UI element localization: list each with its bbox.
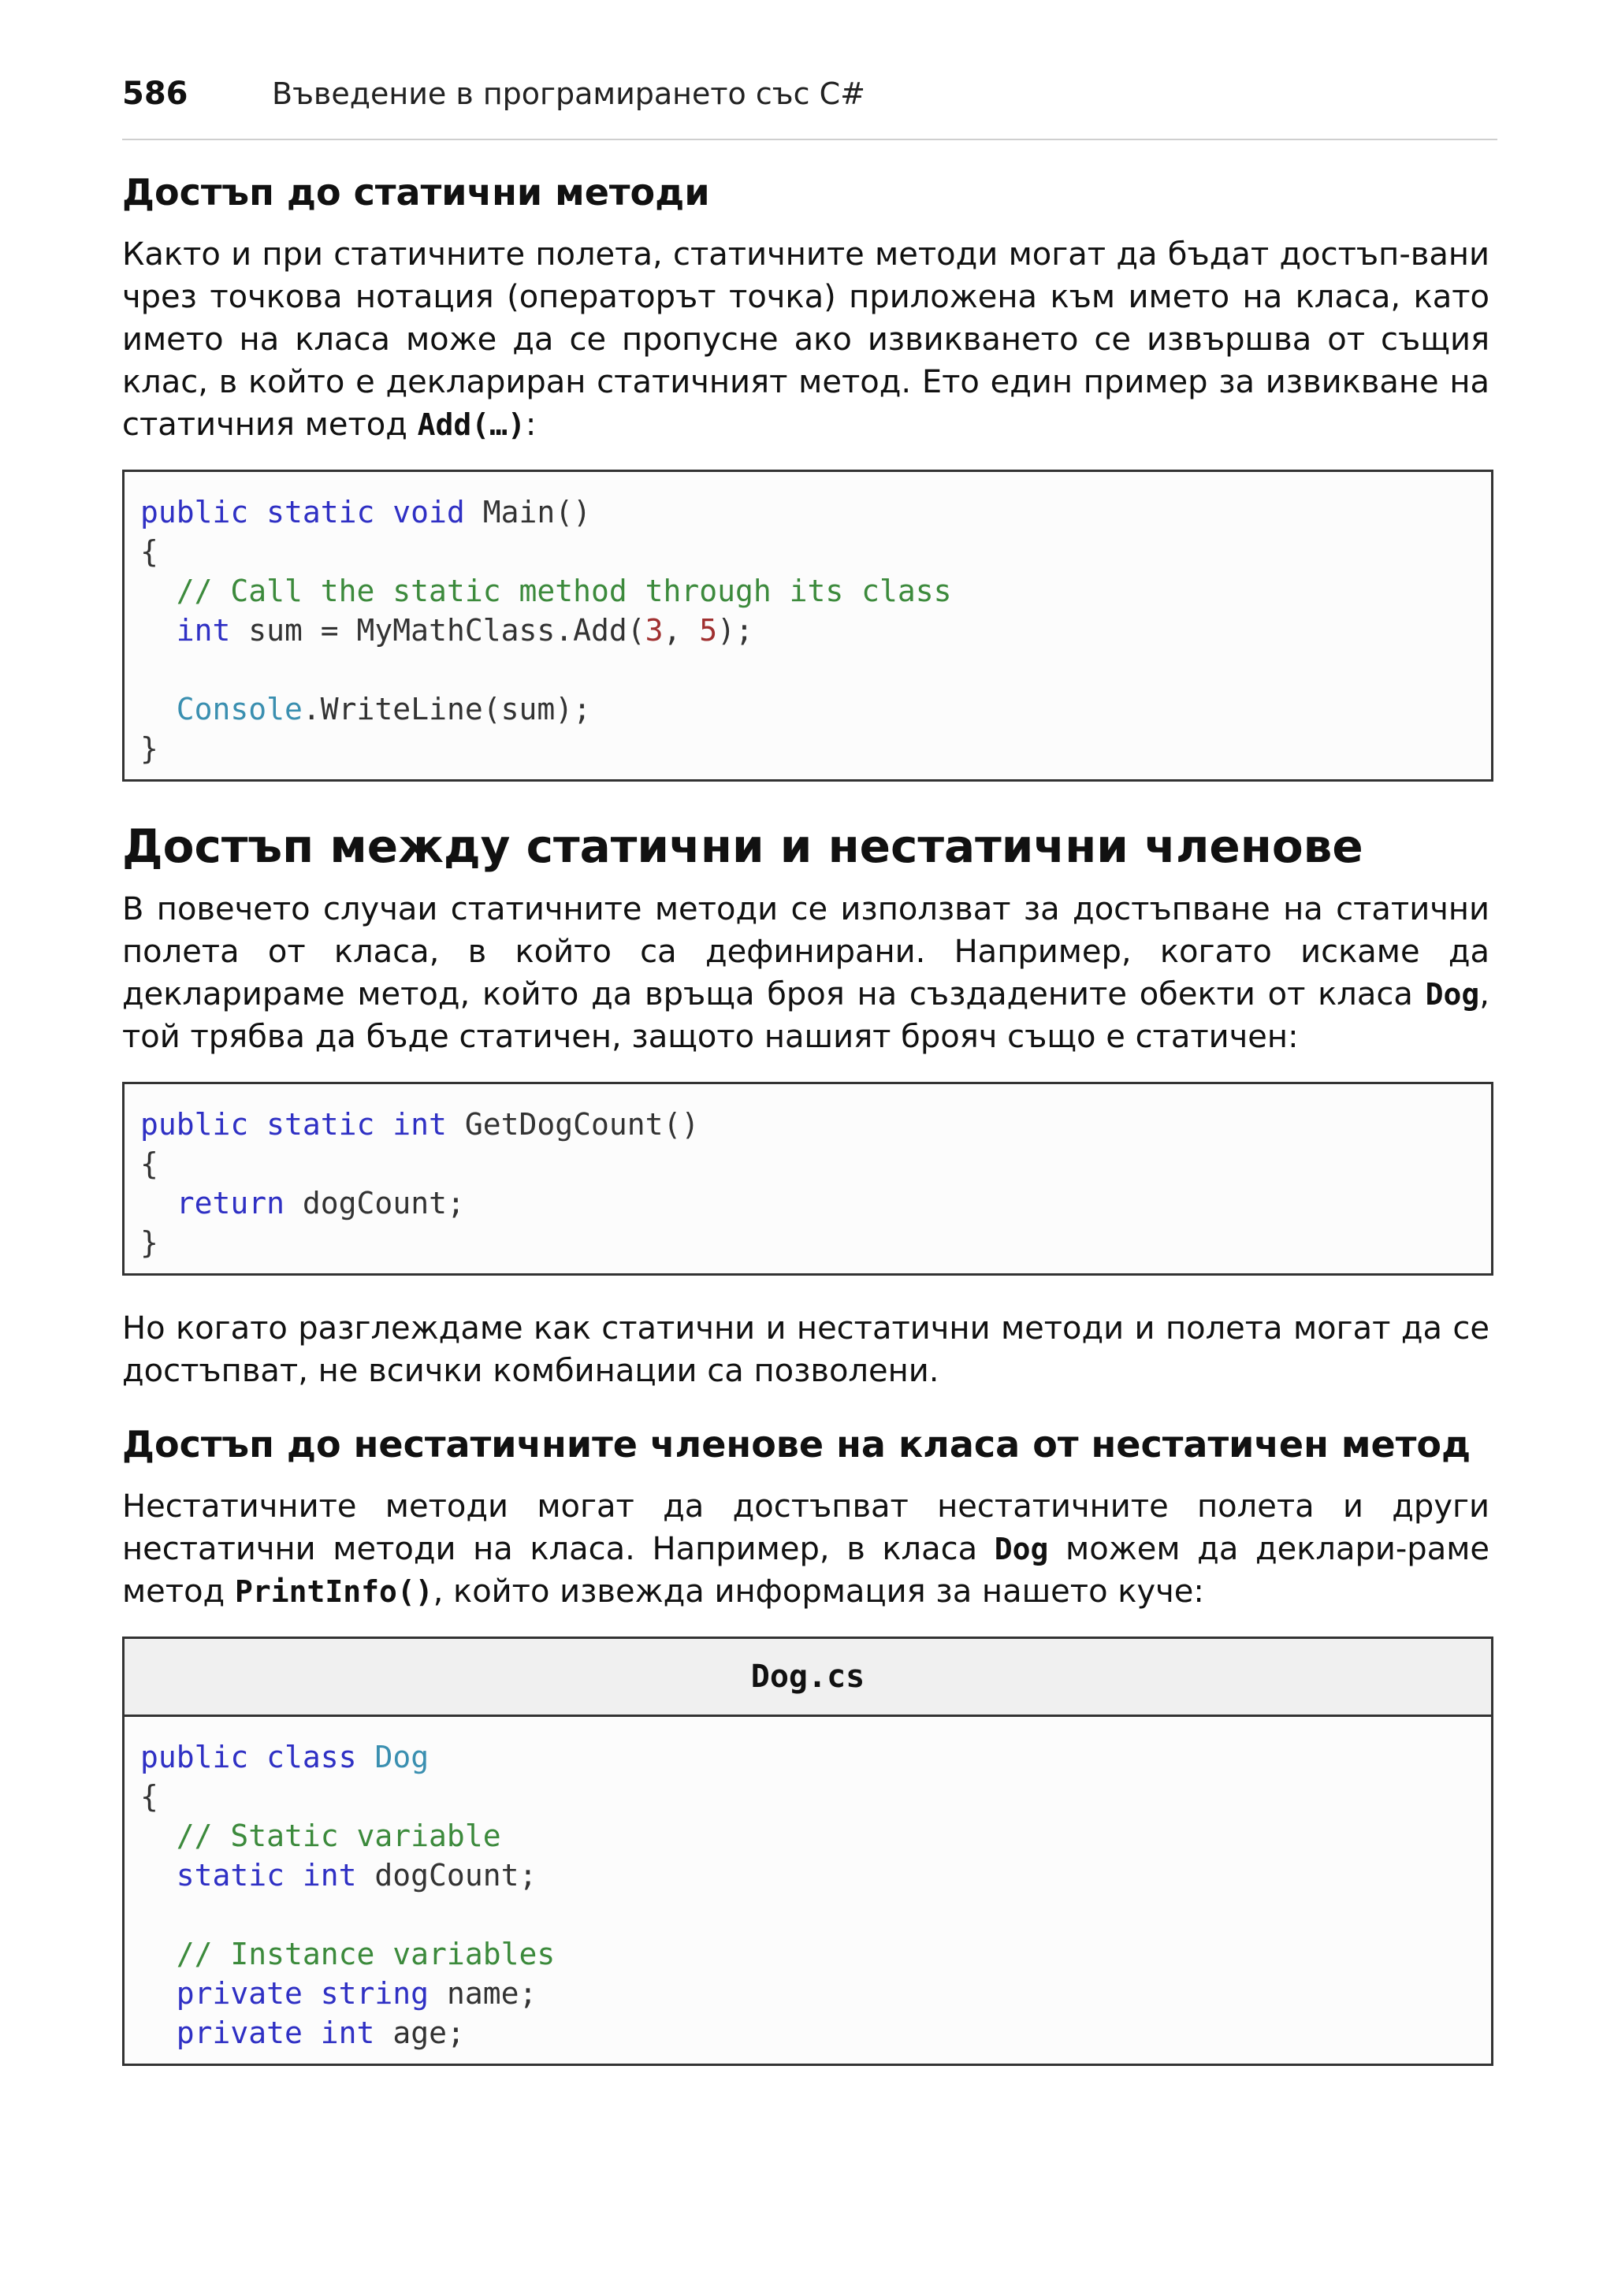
paragraph-text: Както и при статичните полета, статичните методи могат да бъдат достъп-вани чрез точкова нотация (операторът точка) приложена към името на класа, като името на класа може да се пропусне ако извикването се извършва от същия клас, в който е деклариран статичният метод. Ето един пример за извикване на статичния метод [122, 236, 1489, 443]
code-line: { [140, 1778, 158, 1814]
book-page [122, 76, 1497, 2097]
code-line-blank [140, 650, 1475, 689]
paragraph-text: Нестатичните методи могат да достъпват нестатичните полета и други нестатични методи на класа. Например, в класа [122, 1488, 1489, 1567]
inline-code: Dog [1425, 977, 1480, 1012]
code-line: public static int GetDogCount() [140, 1107, 700, 1142]
section-heading-static-methods: Достъп до статични методи [122, 171, 710, 214]
code-line: // Instance variables [176, 1936, 556, 1971]
code-line: return dogCount; [176, 1186, 465, 1221]
inline-code: Add(…) [417, 407, 526, 442]
paragraph-text: : [525, 406, 537, 443]
paragraph-nonstatic-methods [122, 1485, 1489, 1613]
paragraph-text: В повечето случаи статичните методи се използват за достъпване на статични полета от класа, в който са дефинирани. Например, когато искаме да декларираме метод, който да връща броя на създадените обекти от класа [122, 891, 1489, 1013]
page-header [122, 76, 1497, 140]
code-line: Console.WriteLine(sum); [176, 691, 591, 726]
inline-code: Dog [994, 1531, 1049, 1566]
code-line: public static void Main() [140, 494, 591, 529]
code-line: { [140, 533, 158, 569]
code-line: // Static variable [176, 1818, 501, 1853]
paragraph-static-access [122, 888, 1489, 1058]
code-line: } [140, 730, 158, 766]
paragraph-text: можем да деклари-раме метод [122, 1530, 1489, 1610]
code-block-dog-class [122, 1637, 1493, 2066]
section-heading-static-nonstatic: Достъп между статични и нестатични членове [122, 819, 1363, 873]
code-file-name: Dog.cs [125, 1639, 1491, 1717]
code-line: // Call the static method through its class [176, 573, 952, 608]
paragraph-text: , той трябва да бъде статичен, защото нашият брояч също е статичен: [122, 976, 1489, 1056]
code-line: static int dogCount; [176, 1857, 537, 1893]
page-number: 586 [122, 76, 188, 112]
code-line-blank [140, 1895, 1475, 1934]
code-line: private int age; [176, 2015, 465, 2050]
code-line: public class Dog [140, 1739, 430, 1774]
book-title: Въведение в програмирането със C# [272, 76, 865, 111]
paragraph-combinations: Но когато разглеждаме как статични и нестатични методи и полета могат да се достъпват, не всички комбинации са позволени. [122, 1310, 1489, 1390]
section-heading-nonstatic-members: Достъп до нестатичните членове на класа от нестатичен метод [122, 1423, 1471, 1466]
code-block-main [122, 470, 1493, 782]
paragraph-text: , който извежда информация за нашето куче: [433, 1573, 1204, 1610]
code-line: int sum = MyMathClass.Add(3, 5); [176, 612, 753, 648]
code-line: } [140, 1225, 158, 1261]
code-line: { [140, 1146, 158, 1182]
paragraph-static-methods [122, 233, 1489, 446]
code-block-getdogcount [122, 1082, 1493, 1276]
code-line: private string name; [176, 1975, 537, 2011]
inline-code: PrintInfo() [234, 1573, 433, 1609]
